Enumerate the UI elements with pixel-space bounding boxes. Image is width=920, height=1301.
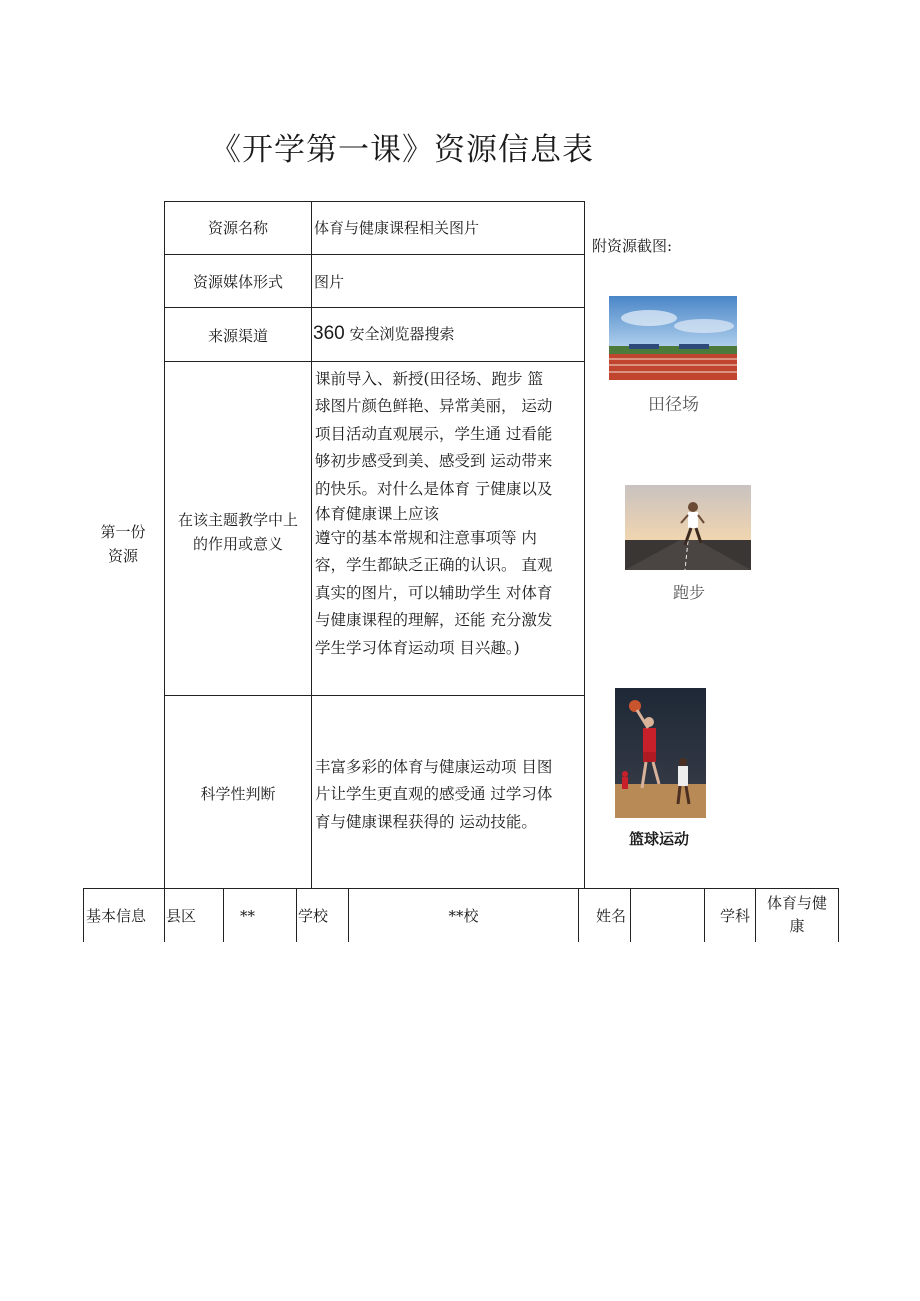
section-label-line: 资源 [107,547,138,565]
subject-value-line: 体育与健 [766,894,827,912]
basketball-image [615,688,706,818]
role-line: 的快乐。对什么是体育 亍健康以及 [315,479,553,498]
source-channel-number: 360 [313,323,345,344]
source-channel-value [313,324,455,344]
role-line: 与健康课程的理解，还能 充分激发 [315,611,553,630]
role-line: 课前导入、新授(田径场、跑步 篮 [315,370,543,388]
role-line: 真实的图片，可以辅助学生 对体育 [315,583,553,602]
subject-value-line: 康 [789,917,805,935]
track-field-image [609,296,737,380]
role-line: 容，学生都缺乏正确的认识。 直观 [315,556,553,575]
science-line: 片让学生更直观的感受通 过学习体 [315,785,553,804]
science-line: 育与健康课程获得的 运动技能。 [315,812,537,831]
running-caption: 跑步 [673,583,706,602]
county-value: ** [240,907,255,925]
role-label-line: 的作用或意义 [192,535,283,553]
basketball-caption: 篮球运动 [629,830,690,848]
role-label [165,508,311,556]
role-line: 体育健康课上应该 [315,505,440,524]
role-line: 够初步感受到美、感受到 运动带来 [315,452,553,471]
source-channel-text: 安全浏览器搜索 [349,325,455,343]
role-line: 球图片颜色鲜艳、异常美丽， 运动 [315,397,553,416]
page-title: 《开学第一课》资源信息表 [210,132,594,168]
subject-label: 学科 [720,907,751,925]
role-line: 学生学习体育运动项 目兴趣。) [315,638,520,657]
section-label-line: 第一份 [100,523,146,541]
role-line: 项目活动直观展示，学生通 过看能 [315,424,553,443]
media-form-label: 资源媒体形式 [192,273,283,291]
science-description [315,754,587,836]
resource-name-value: 体育与健康课程相关图片 [314,219,480,237]
school-value: **校 [448,907,479,925]
media-form-value: 图片 [314,273,345,291]
role-description [315,366,587,662]
source-channel-label: 来源渠道 [207,327,268,345]
role-label-line: 在该主题教学中上 [177,511,298,529]
county-label: 县区 [166,907,197,925]
basic-info-label: 基本信息 [86,907,147,925]
running-image [625,485,751,570]
role-line: 遵守的基本常规和注意事项等 内 [315,529,537,548]
attachment-note: 附资源截图: [592,237,673,255]
science-line: 丰富多彩的体育与健康运动项 目图 [315,758,553,776]
science-label: 科学性判断 [200,785,276,803]
subject-value [756,892,838,938]
school-label: 学校 [298,907,329,925]
resource-name-label: 资源名称 [207,219,268,237]
name-label: 姓名 [596,907,627,925]
section-label [88,520,158,568]
track-field-caption: 田径场 [648,395,699,415]
